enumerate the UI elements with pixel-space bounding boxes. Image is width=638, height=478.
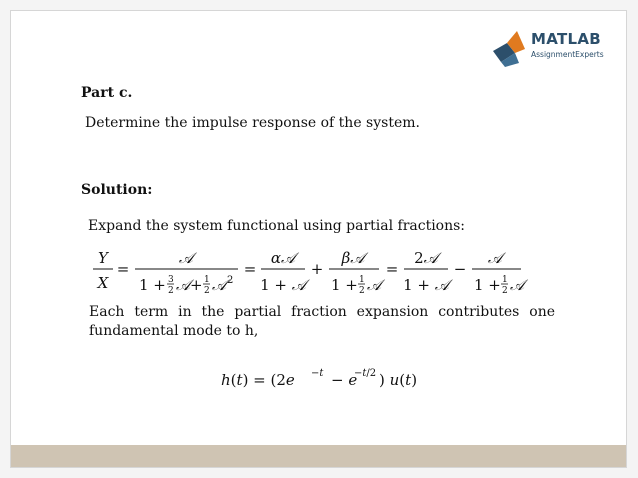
svg-text:𝒜: 𝒜: [176, 276, 191, 294]
svg-text:2𝒜: 2𝒜: [414, 249, 438, 267]
part-title: Part c.: [81, 85, 133, 101]
svg-text:β𝒜: β𝒜: [341, 249, 365, 267]
svg-text:2: 2: [359, 286, 365, 296]
svg-text:1 + 𝒜: 1 + 𝒜: [260, 276, 306, 294]
impulse-response-equation: [221, 365, 421, 395]
svg-text:𝒜: 𝒜: [510, 276, 525, 294]
svg-text:𝒜: 𝒜: [178, 249, 194, 267]
logo-brand: MATLAB: [531, 30, 602, 48]
slide: [10, 10, 627, 468]
svg-text:𝒜: 𝒜: [367, 276, 382, 294]
svg-text:1: 1: [204, 275, 210, 285]
svg-text:2: 2: [227, 275, 234, 286]
svg-text:−: −: [453, 260, 467, 278]
solution-title: Solution:: [81, 182, 153, 198]
svg-text:3: 3: [168, 275, 174, 285]
svg-text:=: =: [243, 260, 257, 278]
footer-band: [11, 445, 626, 467]
solution-intro: Expand the system functional using partial fractions:: [88, 218, 466, 234]
svg-text:+: +: [310, 260, 324, 278]
svg-text:1 +: 1 +: [139, 276, 166, 294]
logo-mark-icon: [489, 29, 529, 69]
svg-text:𝒜: 𝒜: [212, 276, 227, 294]
svg-text:2: 2: [204, 286, 210, 296]
svg-text:𝒜: 𝒜: [487, 249, 503, 267]
svg-text:+: +: [190, 276, 203, 294]
svg-text:α𝒜: α𝒜: [270, 249, 296, 267]
svg-text:1: 1: [359, 275, 365, 285]
partial-fraction-equation: [89, 244, 549, 302]
svg-text:=: =: [385, 260, 399, 278]
svg-text:1 +: 1 +: [474, 276, 501, 294]
svg-text:−t/2: −t/2: [354, 368, 377, 379]
svg-text:−t: −t: [311, 368, 324, 379]
svg-text:1 + 𝒜: 1 + 𝒜: [403, 276, 449, 294]
svg-text:− e: − e: [331, 371, 358, 389]
svg-text:) u(t): ) u(t): [379, 371, 418, 389]
svg-text:Y: Y: [98, 249, 108, 267]
svg-text:1 +: 1 +: [331, 276, 358, 294]
part-text: Determine the impulse response of the system.: [85, 115, 420, 131]
svg-text:2: 2: [502, 286, 508, 296]
svg-text:=: =: [116, 260, 130, 278]
svg-text:h(t) = (2e: h(t) = (2e: [221, 371, 295, 389]
svg-text:2: 2: [168, 286, 174, 296]
svg-text:X: X: [97, 274, 109, 292]
matlab-logo: [489, 29, 619, 71]
explanation-paragraph: Each term in the partial fraction expansion contributes one fundamental mode to h,: [89, 304, 555, 339]
logo-subtitle: AssignmentExperts: [531, 50, 604, 59]
svg-text:1: 1: [502, 275, 508, 285]
